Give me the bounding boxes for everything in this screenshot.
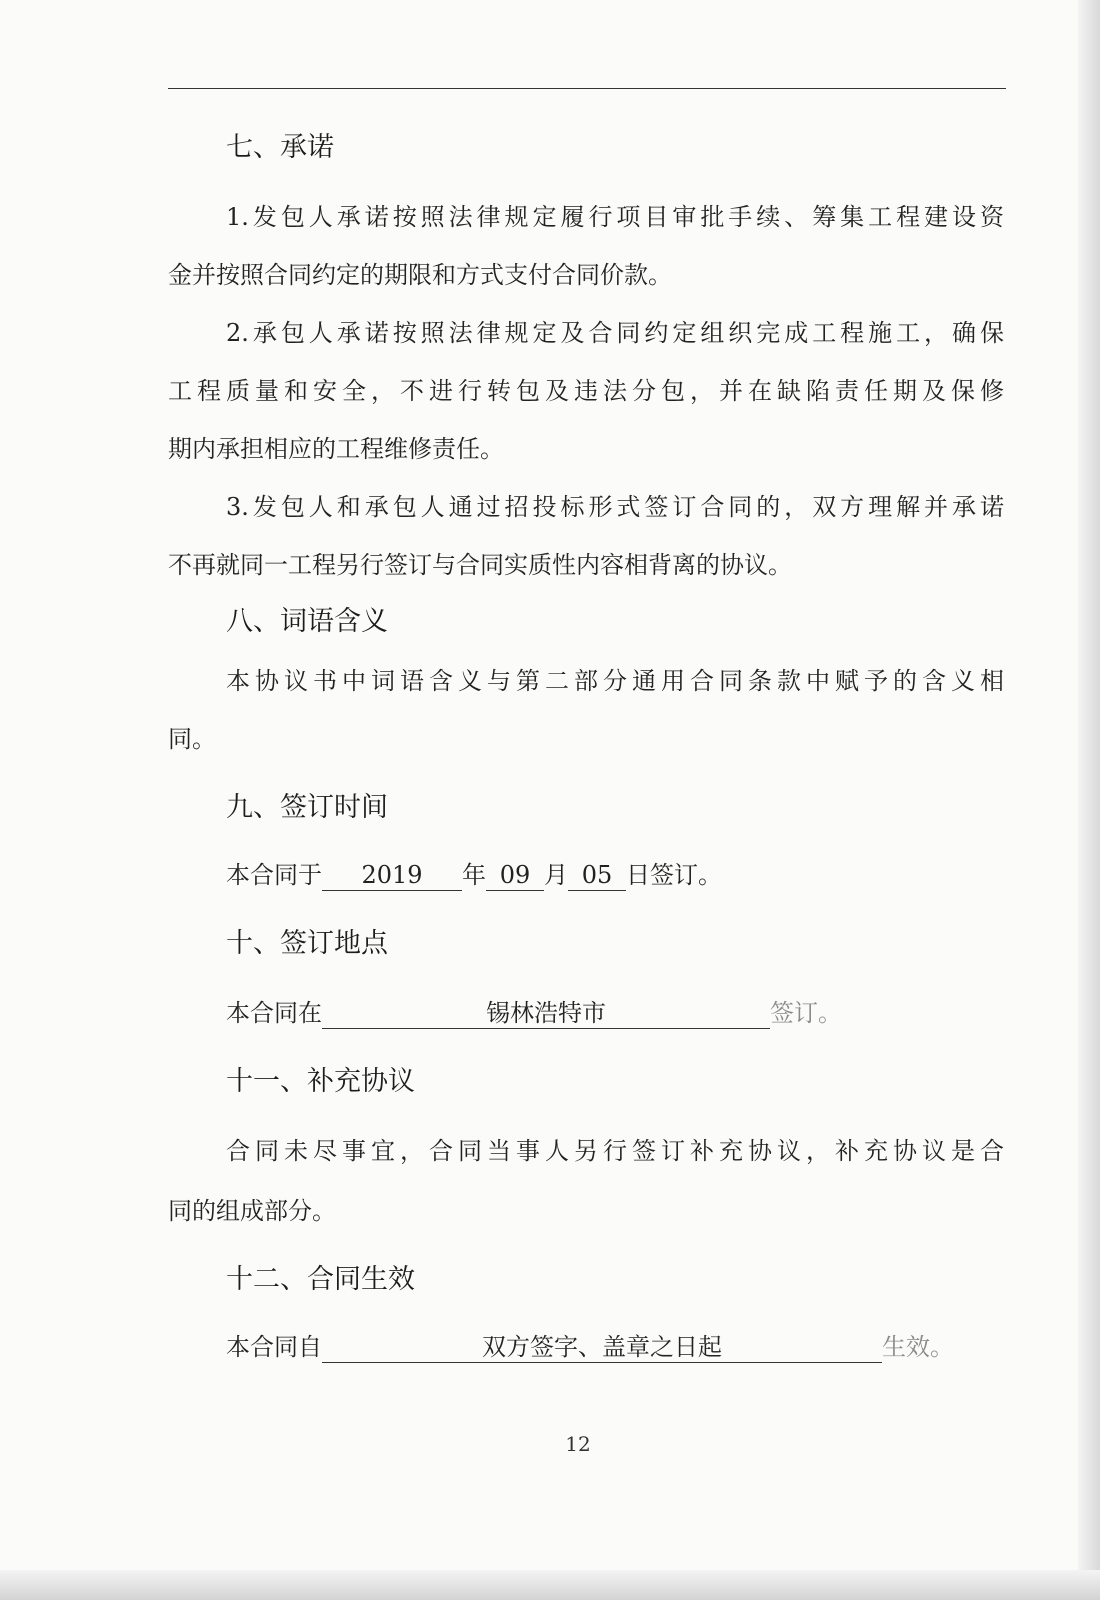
signing-date-line [226, 858, 722, 892]
section-7-para-1-line-1: 1.发包人承诺按照法律规定履行项目审批手续、筹集工程建设资 [226, 203, 1004, 231]
section-8-line-2: 同。 [168, 725, 216, 753]
section-7-heading: 七、承诺 [226, 132, 334, 163]
page-number: 12 [565, 1432, 591, 1456]
signing-place-suffix: 签订。 [770, 999, 842, 1027]
effective-condition: 双方签字、盖章之日起 [322, 1332, 882, 1363]
scan-edge-bottom [0, 1570, 1100, 1600]
signing-place-prefix: 本合同在 [226, 999, 322, 1027]
signing-date-prefix: 本合同于 [226, 861, 322, 889]
section-12-heading: 十二、合同生效 [226, 1264, 415, 1295]
effective-line [226, 1330, 954, 1364]
section-11-line-2: 同的组成部分。 [168, 1197, 336, 1225]
section-9-heading: 九、签订时间 [226, 792, 388, 823]
signing-month: 09 [486, 860, 544, 891]
section-11-line-1: 合同未尽事宜，合同当事人另行签订补充协议，补充协议是合 [226, 1137, 1004, 1165]
signing-day: 05 [568, 860, 626, 891]
header-rule [168, 88, 1006, 89]
section-11-heading: 十一、补充协议 [226, 1066, 415, 1097]
signing-place-line [226, 996, 842, 1030]
section-7-para-2-line-3: 期内承担相应的工程维修责任。 [168, 435, 504, 463]
scan-edge-right [1078, 0, 1100, 1600]
section-7-para-3-line-2: 不再就同一工程另行签订与合同实质性内容相背离的协议。 [168, 551, 792, 579]
section-7-para-1-line-2: 金并按照合同约定的期限和方式支付合同价款。 [168, 261, 672, 289]
signing-date-suffix: 日签订。 [626, 861, 722, 889]
effective-suffix: 生效。 [882, 1333, 954, 1361]
signing-year-unit: 年 [462, 861, 486, 889]
section-7-para-3-line-1: 3.发包人和承包人通过招投标形式签订合同的，双方理解并承诺 [226, 493, 1004, 521]
signing-month-unit: 月 [544, 861, 568, 889]
signing-year: 2019 [322, 860, 462, 891]
effective-prefix: 本合同自 [226, 1333, 322, 1361]
section-10-heading: 十、签订地点 [226, 928, 388, 959]
section-7-para-2-line-1: 2.承包人承诺按照法律规定及合同约定组织完成工程施工，确保 [226, 319, 1004, 347]
section-7-para-2-line-2: 工程质量和安全，不进行转包及违法分包，并在缺陷责任期及保修 [168, 377, 1004, 405]
signing-place: 锡林浩特市 [322, 998, 770, 1029]
section-8-heading: 八、词语含义 [226, 606, 388, 637]
section-8-line-1: 本协议书中词语含义与第二部分通用合同条款中赋予的含义相 [226, 667, 1004, 695]
